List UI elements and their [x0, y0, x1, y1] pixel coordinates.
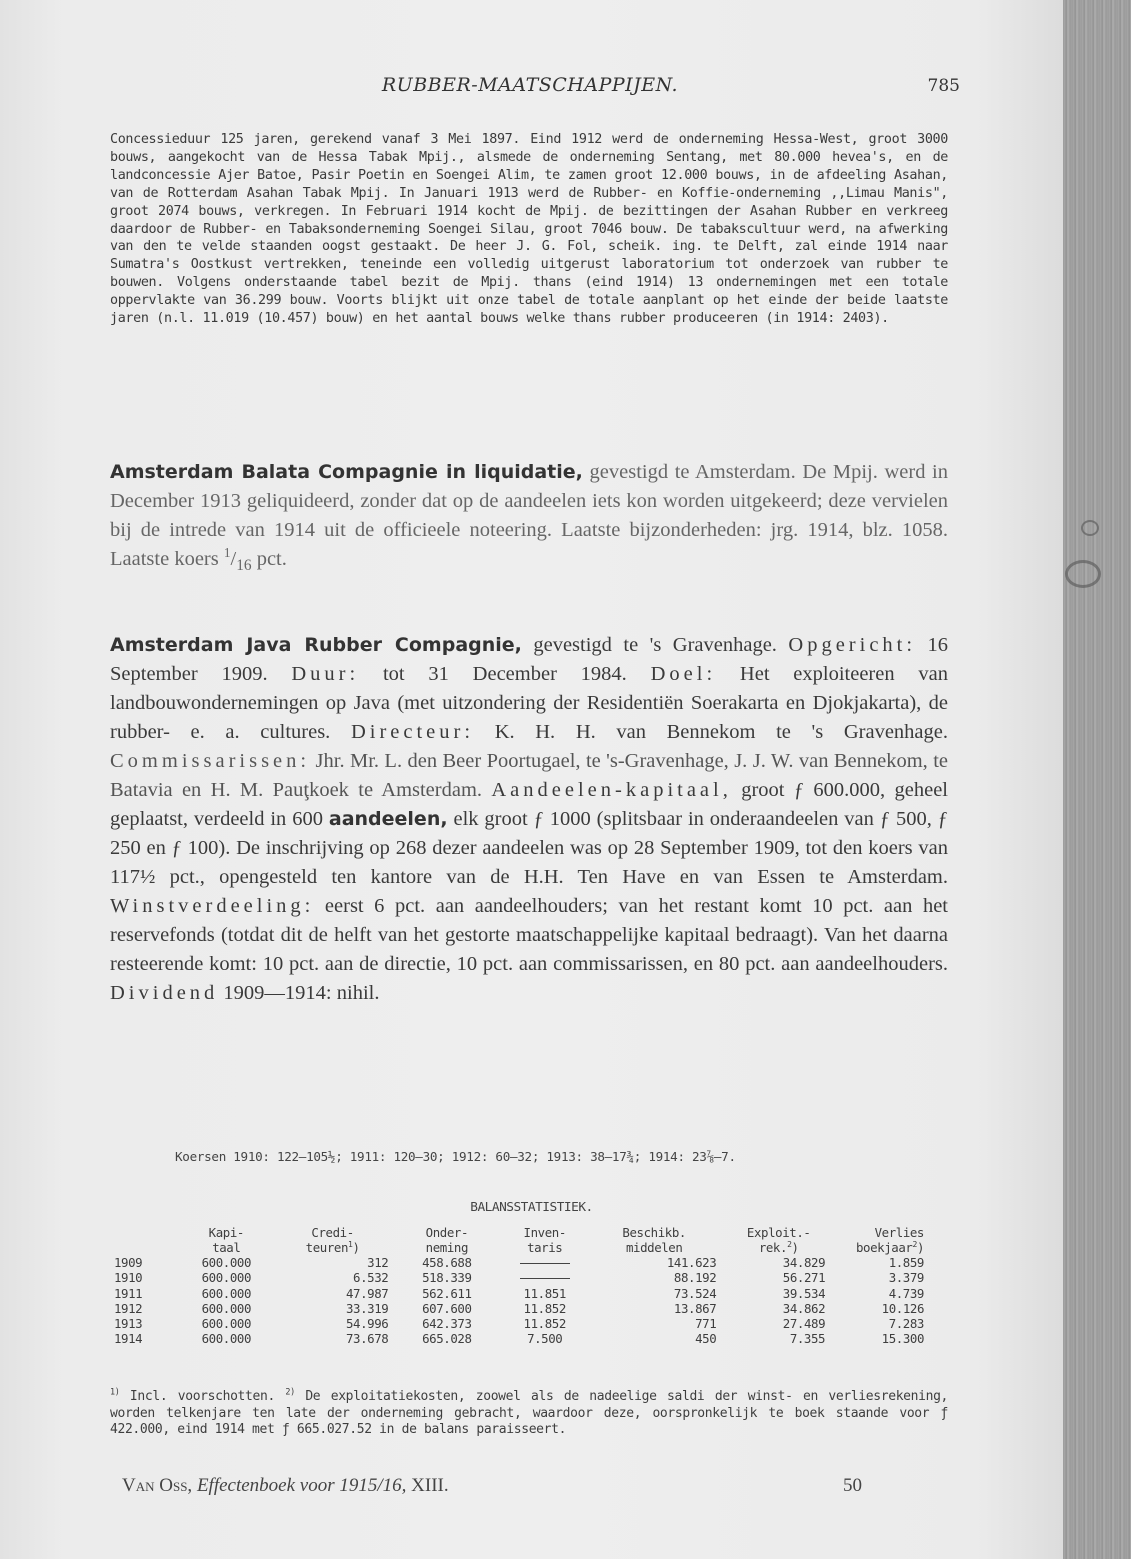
table-footnotes	[110, 1386, 949, 1439]
balance-table-title: BALANSSTATISTIEK.	[470, 1200, 593, 1215]
empty-dash	[497, 1255, 592, 1270]
label-opgericht: Opgericht:	[788, 634, 917, 656]
entry-amsterdam-balata	[110, 458, 948, 580]
footnote-2: De exploitatiekosten, zoowel als de nadeelige saldi der winst- en verliesrekening, worden telkenjare ten late der onderneming gebracht, waardoor deze, oorspronkelijk te boek staande voor ƒ 422.000, eind 1914 met ƒ 665.027.52 in de balans paraisseert.	[110, 1389, 949, 1438]
label-kapitaal: Aandeelen-kapitaal,	[491, 779, 732, 801]
smudge-mark	[1065, 560, 1101, 588]
value-winstverdeeling: eerst 6 pct. aan aandeelhouders; van het restant komt 10 pct. aan het reservefonds (totdat dit de helft van het gestorte maatschappelijke kapitaal bedraagt). Van het daarna resteerende komt: 10 pct. aan de directie, 10 pct. aan commissarissen, en 80 pct. aan aandeelhouders.	[110, 895, 948, 975]
page-footer	[122, 1475, 862, 1499]
value-doel: Het exploiteeren van landbouwondernemingen op Java (met uitzondering der Residentiën Soerakarta en Djokjakarta), de rubber- e. a. cultures.	[110, 663, 948, 743]
fraction-numerator: 1	[223, 545, 231, 561]
page-edge-stack	[1063, 0, 1131, 1559]
footnote-1: Incl. voorschotten.	[129, 1389, 275, 1404]
label-aandeelen: aandeelen,	[328, 808, 448, 830]
label-commissarissen: Commissarissen:	[110, 750, 311, 772]
running-head	[100, 74, 960, 104]
col-verlies-boekjaar: Verlies boekjaar$^2$)	[856, 1225, 924, 1255]
continued-paragraph: Concessieduur 125 jaren, gerekend vanaf 3 Mei 1897. Eind 1912 werd de onderneming Hessa-West, groot 3000 bouws, aangekocht van de Hessa Tabak Mpij., alsmede de onderneming Sentang, met 80.000 hevea's, en de landconcessie Ajer Batoe, Pasir Poetin en Soengei Alim, te zamen groot 12.000 bouws, in de afdeeling Asahan, van de Rotterdam Asahan Tabak Mpij. In Januari 1913 werd de Rubber- en Koffie-onderneming ,,Limau Manis", groot 2074 bouws, verkregen. In Februari 1914 kocht de Mpij. de bezittingen der Asahan Rubber en verkreeg daardoor de Rubber- en Tabaksonderneming Soengei Silau, groot 7046 bouw. De tabakscultuur werd, na afwerking van den te velde staanden oogst gestaakt. De heer J. G. Fol, scheik. ing. te Delft, zal einde 1914 naar Sumatra's Oostkust vertrekken, teneinde een volledig uitgerust laboratorium tot onderzoek van rubber te bouwen. Volgens onderstaande tabel bezit de Mpij. thans (eind 1914) 13 ondernemingen met een totale oppervlakte van 36.299 bouw. Voorts blijkt uit onze tabel de totale aanplant op het einde der beide laatste jaren (n.l. 11.019 (10.457) bouw) en het aantal bouws welke thans rubber produceeren (in 1914: 2403).	[110, 132, 948, 327]
table-row: 1912 600.000 33.319 607.600 11.852 13.867 34.862 10.126	[114, 1300, 924, 1316]
footer-volume: XIII.	[411, 1475, 449, 1496]
value-duur: tot 31 December 1984.	[382, 663, 627, 685]
col-onderneming: Onder- neming	[425, 1225, 469, 1255]
label-doel: Doel:	[650, 663, 717, 685]
col-exploitatie-rekening: Exploit.- rek.$^2$)	[746, 1225, 811, 1255]
price-history: Koersen 1910: 122—105½; 1911: 120—30; 1912: 60—32; 1913: 38—17¾; 1914: 23⅞—7.	[175, 1149, 736, 1164]
empty-dash	[497, 1270, 592, 1285]
smudge-mark	[1081, 520, 1099, 536]
value-aandeelen: elk groot ƒ 1000 (splitsbaar in onderaandeelen van ƒ 500, ƒ 250 en ƒ 100). De inschrijving op 268 dezer aandeelen was op 28 September 1909, tot den koers van 117½ pct., opengesteld ten kantore van de H.H. Ten Have en van Essen te Amsterdam.	[110, 808, 948, 888]
table-row: 1909 600.000 312 458.688 141.623 34.829 1.859	[114, 1255, 924, 1270]
entry-text-end: pct.	[256, 548, 287, 570]
footer-author: Van Oss,	[122, 1475, 193, 1496]
label-dividend: Dividend	[110, 982, 219, 1004]
value-kapitaal: groot ƒ 600.000, geheel geplaatst, verdeeld in 600	[110, 779, 948, 830]
value-directeur: K. H. H. van Bennekom te 's Gravenhage.	[494, 721, 948, 743]
col-inventaris: Inven- taris	[523, 1225, 566, 1255]
label-duur: Duur:	[291, 663, 360, 685]
footnote-1-marker: 1)	[110, 1386, 120, 1397]
printer-signature: 50	[843, 1475, 862, 1496]
balance-table	[114, 1226, 924, 1347]
table-row: 1913 600.000 54.996 642.373 11.852 771 27.489 7.283	[114, 1316, 924, 1332]
footnote-2-marker: 2)	[285, 1386, 295, 1397]
table-row: 1914 600.000 73.678 665.028 7.500 450 7.355 15.300	[114, 1331, 924, 1347]
firm-name: Amsterdam Balata Compagnie in liquidatie,	[110, 461, 583, 483]
label-directeur: Directeur:	[350, 721, 475, 743]
seat: gevestigd te 's Gravenhage.	[533, 634, 777, 656]
col-kapitaal: Kapi- taal	[208, 1225, 244, 1255]
col-year	[114, 1226, 176, 1255]
page-number: 785	[927, 76, 960, 96]
entry-text: gevestigd te Amsterdam. De Mpij. werd in December 1913 geliquideerd, zonder dat op de aandeelen iets kon worden uitgekeerd; deze vervielen bij de intrede van 1914 uit de officieele noteering. Laatste bijzonderheden: jrg. 1914, blz. 1058. Laatste koers	[110, 461, 949, 570]
col-beschikbare-middelen: Beschikb. middelen	[622, 1225, 686, 1255]
value-opgericht: 16 September 1909.	[110, 634, 949, 685]
running-title: RUBBER-MAATSCHAPPIJEN.	[381, 74, 679, 96]
last-price-fraction: $^1/_{16}$	[223, 545, 252, 575]
fraction-denominator: 16	[236, 557, 252, 575]
table-row: 1911 600.000 47.987 562.611 11.851 73.524 39.534 4.739	[114, 1285, 924, 1301]
entry-amsterdam-java-rubber	[110, 631, 948, 1008]
col-crediteuren: Credi- teuren$^1$)	[305, 1225, 360, 1255]
table-header-row	[114, 1226, 924, 1255]
value-dividend: 1909—1914: nihil.	[223, 982, 380, 1004]
table-row: 1910 600.000 6.532 518.339 88.192 56.271 3.379	[114, 1270, 924, 1286]
label-winstverdeeling: Winstverdeeling:	[110, 895, 315, 917]
firm-name: Amsterdam Java Rubber Compagnie,	[110, 634, 522, 656]
value-commissarissen: Jhr. Mr. L. den Beer Poortugael, te 's-Gravenhage, J. J. W. van Bennekom, te Batavia en H. M. Pauţkoek te Amsterdam.	[110, 750, 948, 801]
footer-book-title: Effectenboek voor 1915/16,	[196, 1475, 407, 1496]
